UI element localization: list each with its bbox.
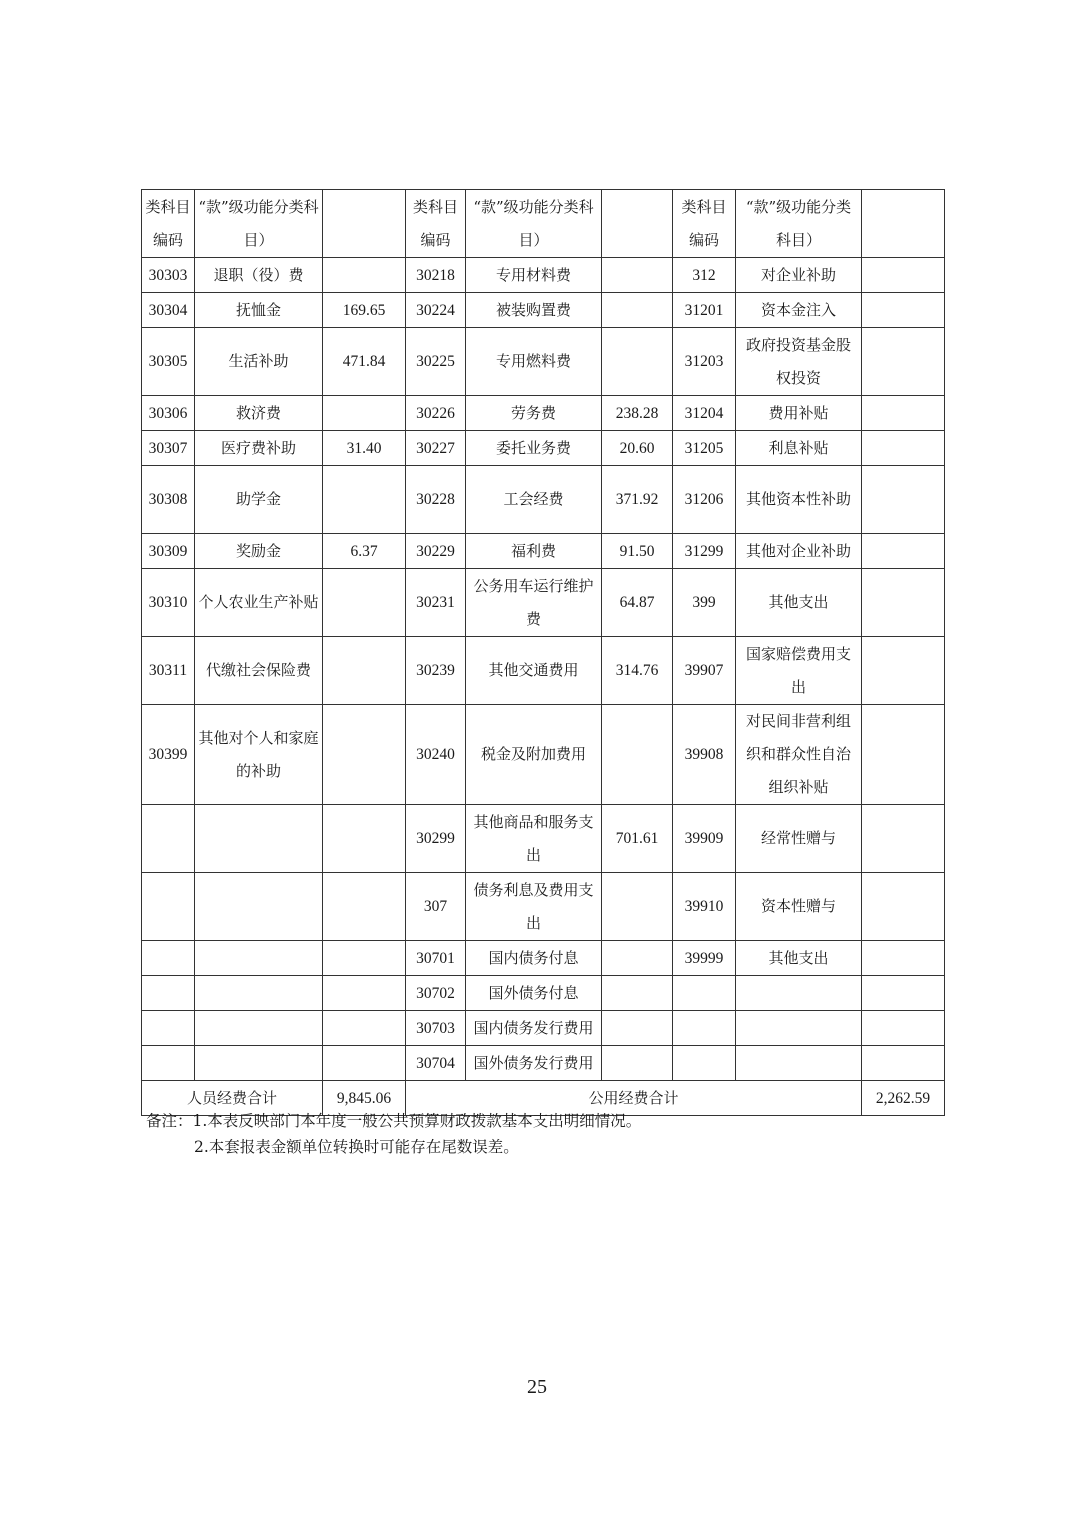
table-row (142, 466, 945, 534)
cell-name: 专用材料费 (466, 258, 602, 293)
cell-code: 30311 (142, 637, 195, 705)
public-total-value: 2,262.59 (862, 1081, 945, 1116)
cell-code: 30228 (406, 466, 466, 534)
cell-amount (862, 328, 945, 396)
cell-name: 福利费 (466, 534, 602, 569)
table-row (142, 805, 945, 873)
cell-name: 委托业务费 (466, 431, 602, 466)
cell-code: 30226 (406, 396, 466, 431)
cell-name: 被装购置费 (466, 293, 602, 328)
cell-amount (323, 466, 406, 534)
cell-name: 代缴社会保险费 (195, 637, 323, 705)
table-row (142, 328, 945, 396)
cell-code: 30303 (142, 258, 195, 293)
cell-code (142, 941, 195, 976)
cell-name: 对企业补助 (736, 258, 862, 293)
cell-name: 利息补贴 (736, 431, 862, 466)
public-total-label: 公用经费合计 (406, 1081, 862, 1116)
cell-amount (602, 328, 673, 396)
cell-code: 307 (406, 873, 466, 941)
cell-code: 30229 (406, 534, 466, 569)
cell-name: 生活补助 (195, 328, 323, 396)
cell-amount (323, 569, 406, 637)
cell-amount: 701.61 (602, 805, 673, 873)
cell-code: 30306 (142, 396, 195, 431)
cell-amount (323, 976, 406, 1011)
cell-code: 39909 (673, 805, 736, 873)
cell-name: 工会经费 (466, 466, 602, 534)
cell-amount: 314.76 (602, 637, 673, 705)
cell-amount (323, 873, 406, 941)
cell-name: 经常性赠与 (736, 805, 862, 873)
cell-amount (862, 396, 945, 431)
cell-amount (602, 705, 673, 805)
cell-name: 其他支出 (736, 569, 862, 637)
cell-code: 30225 (406, 328, 466, 396)
cell-code: 30310 (142, 569, 195, 637)
cell-code: 312 (673, 258, 736, 293)
cell-code: 30218 (406, 258, 466, 293)
cell-amount: 169.65 (323, 293, 406, 328)
col-header-name: “款”级功能分类科目） (195, 190, 323, 258)
cell-name: 资本金注入 (736, 293, 862, 328)
cell-code: 30227 (406, 431, 466, 466)
cell-code: 31201 (673, 293, 736, 328)
cell-amount (862, 805, 945, 873)
cell-amount (862, 258, 945, 293)
table-row (142, 258, 945, 293)
cell-name: 其他支出 (736, 941, 862, 976)
cell-name: 助学金 (195, 466, 323, 534)
cell-code: 30701 (406, 941, 466, 976)
cell-name (195, 1046, 323, 1081)
cell-code (142, 976, 195, 1011)
cell-amount: 471.84 (323, 328, 406, 396)
budget-detail-table (141, 189, 945, 1116)
col-header-code: 类科目编码 (406, 190, 466, 258)
cell-amount: 91.50 (602, 534, 673, 569)
cell-code: 31206 (673, 466, 736, 534)
cell-code: 39908 (673, 705, 736, 805)
cell-amount (323, 396, 406, 431)
cell-amount (862, 1011, 945, 1046)
page-number: 25 (527, 1376, 547, 1398)
cell-code: 31205 (673, 431, 736, 466)
cell-name: 对民间非营利组织和群众性自治组织补贴 (736, 705, 862, 805)
cell-name: 税金及附加费用 (466, 705, 602, 805)
cell-code: 30240 (406, 705, 466, 805)
cell-name: 救济费 (195, 396, 323, 431)
table-row (142, 705, 945, 805)
cell-code (673, 976, 736, 1011)
cell-amount (602, 873, 673, 941)
cell-amount (323, 258, 406, 293)
cell-code: 30399 (142, 705, 195, 805)
cell-amount (323, 1011, 406, 1046)
cell-code: 30704 (406, 1046, 466, 1081)
cell-amount (862, 873, 945, 941)
cell-amount (323, 805, 406, 873)
cell-code: 30307 (142, 431, 195, 466)
cell-amount: 6.37 (323, 534, 406, 569)
cell-name: 奖励金 (195, 534, 323, 569)
col-header-amount (602, 190, 673, 258)
table-row (142, 873, 945, 941)
cell-code (142, 873, 195, 941)
cell-amount (602, 1046, 673, 1081)
cell-code: 30305 (142, 328, 195, 396)
table-body (142, 190, 945, 1081)
cell-amount (862, 466, 945, 534)
cell-name (195, 976, 323, 1011)
cell-code: 30703 (406, 1011, 466, 1046)
col-header-name: “款”级功能分类科目） (736, 190, 862, 258)
cell-amount: 371.92 (602, 466, 673, 534)
cell-code (142, 805, 195, 873)
cell-amount: 31.40 (323, 431, 406, 466)
cell-name: 债务利息及费用支出 (466, 873, 602, 941)
cell-amount (602, 941, 673, 976)
cell-name (195, 873, 323, 941)
cell-name: 国外债务付息 (466, 976, 602, 1011)
table-row (142, 976, 945, 1011)
col-header-name: “款”级功能分类科目） (466, 190, 602, 258)
cell-name: 劳务费 (466, 396, 602, 431)
cell-amount (323, 705, 406, 805)
cell-amount (323, 941, 406, 976)
cell-amount (862, 976, 945, 1011)
cell-name: 资本性赠与 (736, 873, 862, 941)
cell-name: 其他对个人和家庭的补助 (195, 705, 323, 805)
table-row (142, 941, 945, 976)
cell-code: 31204 (673, 396, 736, 431)
personnel-total-label: 人员经费合计 (142, 1081, 323, 1116)
cell-name (195, 941, 323, 976)
cell-name: 国内债务付息 (466, 941, 602, 976)
table-row (142, 396, 945, 431)
cell-code: 30304 (142, 293, 195, 328)
col-header-amount (862, 190, 945, 258)
cell-amount: 238.28 (602, 396, 673, 431)
col-header-amount (323, 190, 406, 258)
cell-name (736, 976, 862, 1011)
col-header-code: 类科目编码 (673, 190, 736, 258)
cell-amount (862, 705, 945, 805)
cell-name: 政府投资基金股权投资 (736, 328, 862, 396)
cell-code: 31299 (673, 534, 736, 569)
cell-name: 公务用车运行维护费 (466, 569, 602, 637)
cell-code: 39907 (673, 637, 736, 705)
table-row (142, 431, 945, 466)
table-row (142, 569, 945, 637)
col-header-code: 类科目编码 (142, 190, 195, 258)
cell-code (673, 1011, 736, 1046)
notes (146, 1108, 641, 1160)
cell-name: 退职（役）费 (195, 258, 323, 293)
cell-amount: 20.60 (602, 431, 673, 466)
table-row (142, 1011, 945, 1046)
cell-name: 专用燃料费 (466, 328, 602, 396)
cell-name (736, 1011, 862, 1046)
note-line-1: 备注：1.本表反映部门本年度一般公共预算财政拨款基本支出明细情况。 (146, 1112, 642, 1130)
cell-code: 30308 (142, 466, 195, 534)
cell-amount (862, 569, 945, 637)
cell-amount (862, 1046, 945, 1081)
cell-amount: 64.87 (602, 569, 673, 637)
cell-code: 39999 (673, 941, 736, 976)
cell-code: 399 (673, 569, 736, 637)
cell-amount (862, 431, 945, 466)
cell-code (673, 1046, 736, 1081)
table-row (142, 1046, 945, 1081)
cell-name: 费用补贴 (736, 396, 862, 431)
cell-name: 个人农业生产补贴 (195, 569, 323, 637)
cell-amount (323, 637, 406, 705)
header-row (142, 190, 945, 258)
cell-code: 30299 (406, 805, 466, 873)
cell-name: 其他资本性补助 (736, 466, 862, 534)
cell-name: 医疗费补助 (195, 431, 323, 466)
note-line-2: 2.本套报表金额单位转换时可能存在尾数误差。 (194, 1138, 519, 1156)
cell-code: 30702 (406, 976, 466, 1011)
cell-name: 其他交通费用 (466, 637, 602, 705)
cell-code: 30239 (406, 637, 466, 705)
cell-amount (602, 976, 673, 1011)
cell-amount (602, 1011, 673, 1046)
cell-amount (862, 534, 945, 569)
cell-code: 30231 (406, 569, 466, 637)
cell-name (195, 1011, 323, 1046)
table-row (142, 534, 945, 569)
cell-code (142, 1046, 195, 1081)
cell-amount (323, 1046, 406, 1081)
cell-name: 国外债务发行费用 (466, 1046, 602, 1081)
cell-name: 其他商品和服务支出 (466, 805, 602, 873)
personnel-total-value: 9,845.06 (323, 1081, 406, 1116)
cell-code: 31203 (673, 328, 736, 396)
cell-name: 国内债务发行费用 (466, 1011, 602, 1046)
cell-amount (602, 293, 673, 328)
cell-amount (862, 637, 945, 705)
cell-code (142, 1011, 195, 1046)
cell-name (736, 1046, 862, 1081)
cell-amount (602, 258, 673, 293)
cell-name (195, 805, 323, 873)
cell-amount (862, 293, 945, 328)
table-row (142, 637, 945, 705)
cell-name: 国家赔偿费用支出 (736, 637, 862, 705)
cell-name: 其他对企业补助 (736, 534, 862, 569)
cell-name: 抚恤金 (195, 293, 323, 328)
cell-code: 39910 (673, 873, 736, 941)
table-row (142, 293, 945, 328)
cell-code: 30224 (406, 293, 466, 328)
cell-code: 30309 (142, 534, 195, 569)
cell-amount (862, 941, 945, 976)
